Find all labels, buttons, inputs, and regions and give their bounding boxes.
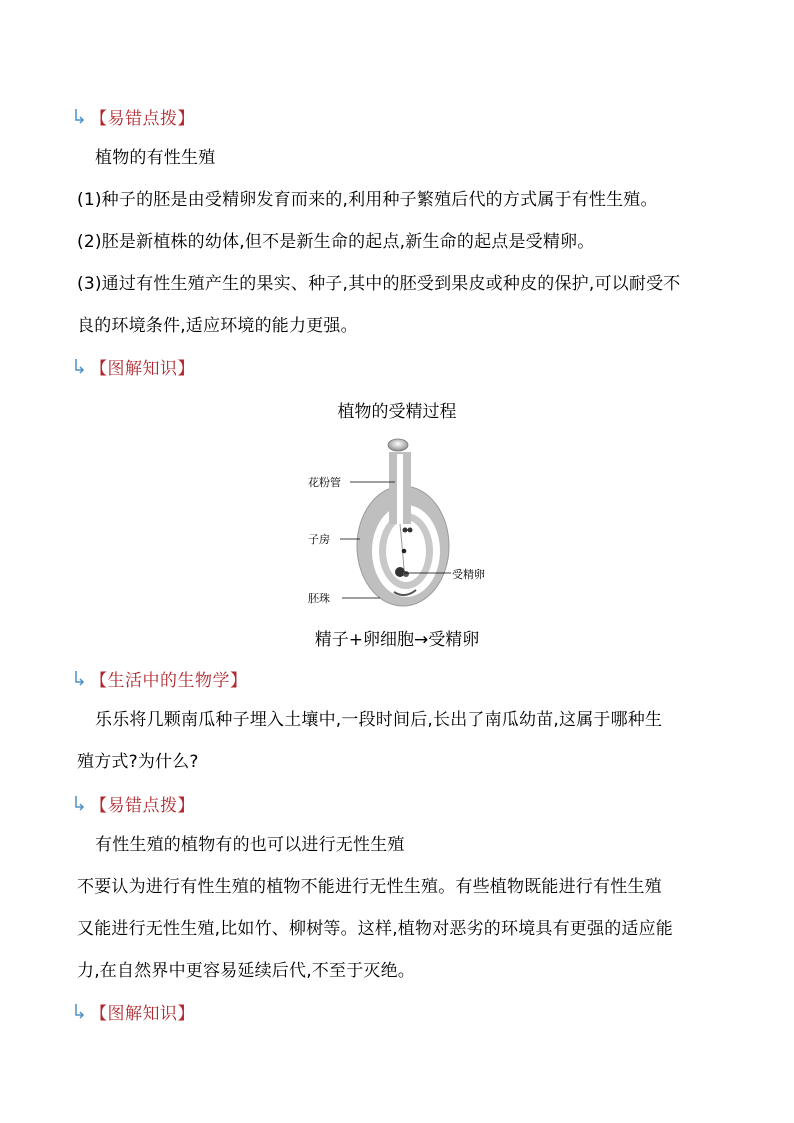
point-3: (3)通过有性生殖产生的果实、种子,其中的胚受到果皮或种皮的保护,可以耐受不	[77, 274, 681, 294]
heading-text: 生活中的生物学	[107, 670, 230, 691]
heading-text: 易错点拨	[107, 795, 178, 816]
paragraph-line-2: 又能进行无性生殖,比如竹、柳树等。这样,植物对恶劣的环境具有更强的适应能	[77, 919, 674, 939]
bookmark-arrow-icon	[72, 669, 86, 687]
question-line-1: 乐乐将几颗南瓜种子埋入土壤中,一段时间后,长出了南瓜幼苗,这属于哪种生	[95, 710, 663, 730]
question-line-2: 殖方式?为什么?	[77, 752, 199, 772]
bookmark-arrow-icon	[72, 357, 86, 375]
label-pollen-tube: 花粉管	[308, 476, 341, 489]
label-zygote: 受精卵	[452, 568, 485, 581]
point-2: (2)胚是新植株的幼体,但不是新生命的起点,新生命的起点是受精卵。	[77, 232, 595, 252]
heading-text: 图解知识	[107, 358, 178, 379]
figure-title: 植物的受精过程	[337, 402, 457, 422]
label-ovule: 胚珠	[308, 592, 330, 605]
bookmark-arrow-icon	[72, 794, 86, 812]
point-3-continued: 良的环境条件,适应环境的能力更强。	[77, 316, 358, 336]
paragraph-line-3: 力,在自然界中更容易延续后代,不至于灭绝。	[77, 961, 416, 981]
section-heading-diagram-2: 【 图解知识 】	[72, 998, 195, 1024]
heading-text: 易错点拨	[107, 108, 178, 129]
section-heading-tips-2: 【 易错点拨 】	[72, 790, 195, 816]
fertilization-illustration	[300, 434, 500, 614]
paragraph-line-1: 不要认为进行有性生殖的植物不能进行无性生殖。有些植物既能进行有性生殖	[77, 877, 662, 897]
section-heading-life-biology: 【 生活中的生物学 】	[72, 665, 248, 691]
fertilization-diagram	[300, 434, 500, 614]
fertilization-equation: 精子+卵细胞→受精卵	[314, 630, 480, 650]
subtitle: 有性生殖的植物有的也可以进行无性生殖	[95, 835, 405, 855]
section-heading-tips-1	[72, 103, 195, 129]
heading-close-bracket: 】	[177, 108, 195, 129]
bookmark-arrow-icon	[72, 1002, 86, 1020]
heading-text: 图解知识	[107, 1003, 178, 1024]
heading-open-bracket: 【	[90, 108, 108, 129]
subtitle: 植物的有性生殖	[95, 148, 216, 168]
label-ovary: 子房	[308, 533, 330, 546]
point-1: (1)种子的胚是由受精卵发育而来的,利用种子繁殖后代的方式属于有性生殖。	[77, 190, 658, 210]
bookmark-arrow-icon	[72, 107, 86, 125]
section-heading-diagram-1: 【 图解知识 】	[72, 353, 195, 379]
